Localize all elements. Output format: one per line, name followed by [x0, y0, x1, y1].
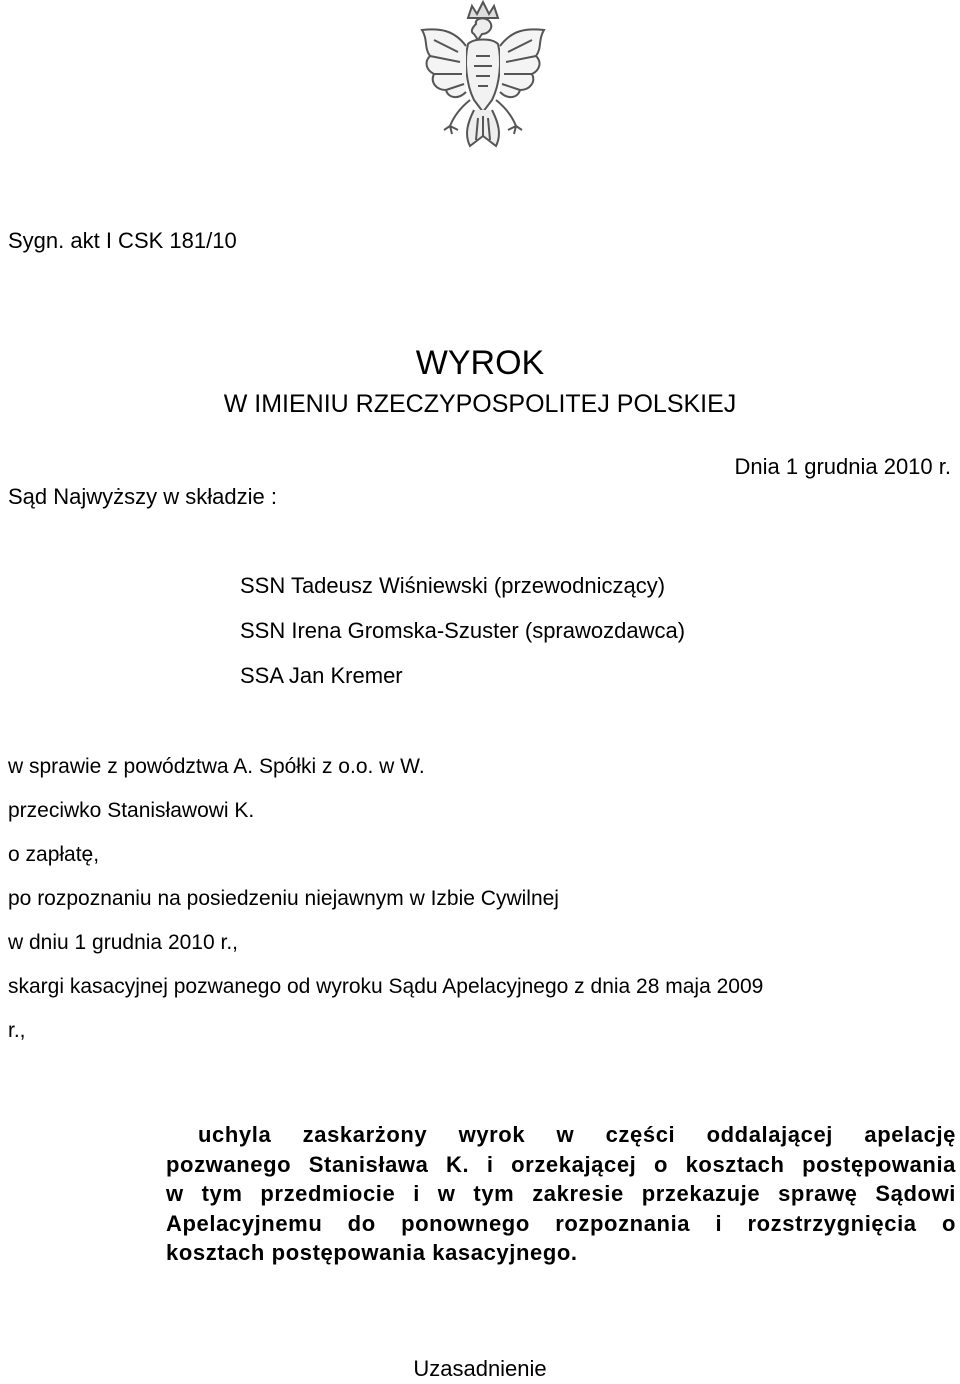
case-line-plaintiff: w sprawie z powództwa A. Spółki z o.o. w W. [8, 755, 425, 778]
verdict-text [166, 1120, 956, 1268]
case-line-appeal-end: r., [8, 1019, 26, 1042]
verdict-line: uchyla zaskarżony wyrok w części oddalającej apelację [198, 1122, 956, 1147]
judge-rapporteur: SSN Irena Gromska-Szuster (sprawozdawca) [240, 618, 686, 643]
verdict-line: Apelacyjnemu do ponownego rozpoznania i rozstrzygnięcia o [166, 1210, 956, 1236]
verdict-line: w tym przedmiocie i w tym zakresie przekazuje sprawę Sądowi [166, 1181, 956, 1206]
judge-member: SSA Jan Kremer [240, 663, 403, 688]
verdict-line: kosztach postępowania kasacyjnego. [166, 1240, 578, 1265]
court-composition: Sąd Najwyższy w składzie : [8, 484, 277, 509]
reasons-heading: Uzasadnienie [413, 1356, 547, 1381]
judgment-date: Dnia 1 grudnia 2010 r. [734, 454, 951, 479]
judge-presiding: SSN Tadeusz Wiśniewski (przewodniczący) [240, 573, 666, 598]
case-signature: Sygn. akt I CSK 181/10 [8, 228, 237, 253]
document-title: WYROK [415, 344, 545, 382]
case-line-appeal: skargi kasacyjnej pozwanego od wyroku Sądu Apelacyjnego z dnia 28 maja 2009 [8, 975, 764, 998]
document-subtitle: W IMIENIU RZECZYPOSPOLITEJ POLSKIEJ [223, 390, 737, 418]
case-line-session: po rozpoznaniu na posiedzeniu niejawnym w Izbie Cywilnej [8, 887, 559, 910]
case-line-date: w dniu 1 grudnia 2010 r., [8, 931, 238, 954]
case-line-subject: o zapłatę, [8, 843, 100, 866]
verdict-line: pozwanego Stanisława K. i orzekającej o kosztach postępowania [166, 1151, 956, 1177]
polish-eagle-emblem-icon [404, 0, 562, 168]
case-line-defendant: przeciwko Stanisławowi K. [8, 799, 255, 822]
